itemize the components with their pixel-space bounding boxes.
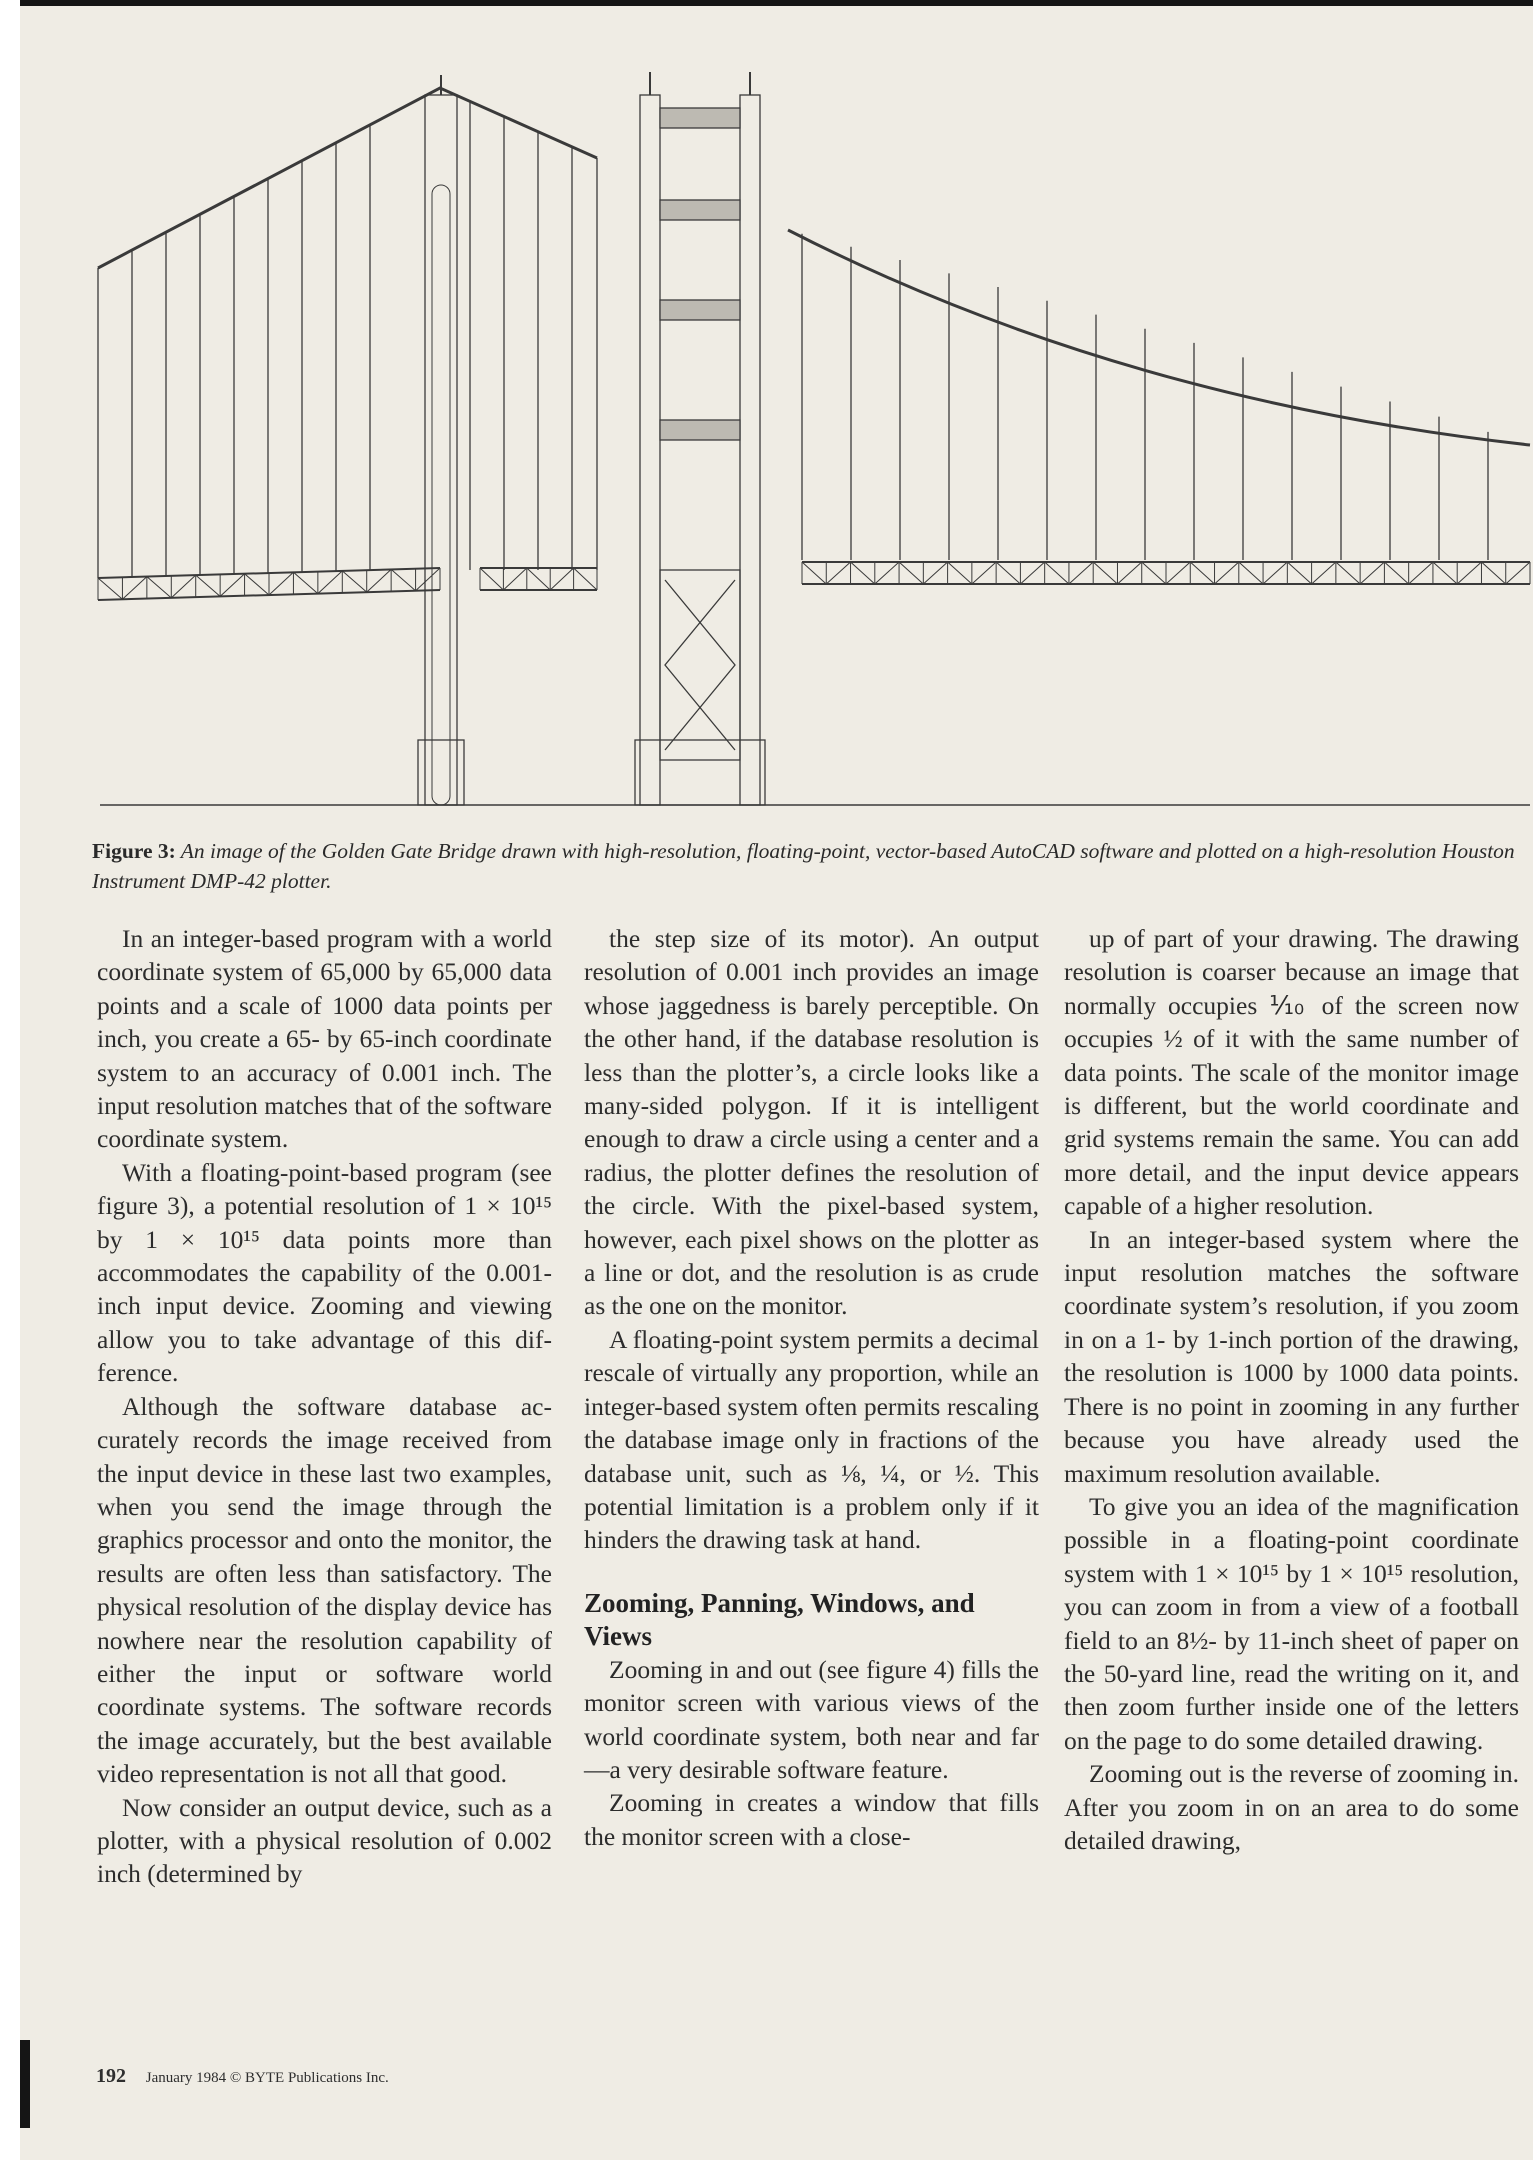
deck-truss-right-diagonal	[1045, 562, 1069, 584]
deck-truss-left-diagonal	[367, 569, 391, 592]
main-cable-right	[788, 230, 1530, 445]
tower-center-leg-right	[740, 95, 760, 805]
deck-truss-right-diagonal	[996, 562, 1020, 584]
tower-center-base	[635, 740, 765, 805]
deck-truss-left-diagonal	[220, 574, 244, 597]
tower-center-x-brace	[665, 580, 735, 750]
deck-truss-left-diagonal	[147, 577, 171, 598]
paragraph: With a floating-point-based program (see figure 3), a potential resolution of 1 × 10¹⁵ by 1 × 10¹⁵ data points more than accommodates the capability of the 0.001-inch input device. Zooming and viewing allow you to take advantage of this difference.	[97, 1157, 552, 1388]
deck-truss-right-diagonal	[1263, 562, 1287, 584]
article-column-2	[584, 922, 1039, 1853]
deck-truss-right-diagonal	[1215, 562, 1239, 584]
deck-truss-left-diagonal	[391, 569, 415, 590]
tower-center-leg-left	[640, 95, 660, 805]
deck-truss-left-diagonal	[269, 572, 293, 595]
page-edge-bar	[20, 2040, 30, 2128]
deck-truss-left-diagonal	[318, 571, 342, 594]
deck-truss-right-diagonal	[826, 562, 850, 584]
deck-truss-left-side-diagonal	[574, 568, 597, 590]
deck-truss-left-diagonal	[98, 578, 122, 599]
figure-label: Figure 3:	[92, 839, 176, 863]
deck-truss-left-side-diagonal	[550, 568, 573, 590]
deck-truss-left-diagonal	[293, 572, 317, 593]
deck-truss-right-diagonal	[972, 562, 996, 584]
deck-truss-right-diagonal	[948, 562, 972, 584]
deck-truss-left-side-diagonal	[527, 568, 550, 590]
deck-truss-right-diagonal	[1117, 562, 1141, 584]
deck-truss-right-diagonal	[1069, 562, 1093, 584]
tower-left-inner	[432, 185, 450, 805]
deck-truss-right-diagonal	[802, 562, 826, 584]
paragraph: up of part of your drawing. The drawing resolution is coarser because an image that normally occupies ⅒ of the screen now occupies ½ of it with the same number of data points. The scale of the monitor image is different, but the world coordinate and grid systems remain the same. You can add more detail, and the input device appears capable of a higher resolution.	[1064, 924, 1519, 1221]
deck-truss-left-diagonal	[171, 575, 195, 598]
deck-truss-right-diagonal	[1481, 562, 1505, 584]
main-cable-left	[98, 88, 597, 268]
page-number: 192	[96, 2065, 126, 2087]
deck-truss-right-diagonal	[1190, 562, 1214, 584]
deck-truss-left-side-diagonal	[480, 568, 503, 590]
deck-truss-right-diagonal	[923, 562, 947, 584]
deck-truss-left-diagonal	[342, 571, 366, 592]
deck-truss-right-diagonal	[1336, 562, 1360, 584]
tower-center-bracing-panel	[660, 570, 740, 760]
deck-truss-right-diagonal	[1384, 562, 1408, 584]
deck-truss-right-diagonal	[1457, 562, 1481, 584]
deck-truss-right-diagonal	[1433, 562, 1457, 584]
paragraph: Zooming in and out (see figure 4) fills the monitor screen with various views of the world coordinate system, both near and far—a very desirable software feature.	[584, 1654, 1039, 1784]
tower-portal-strut	[660, 300, 740, 320]
deck-truss-right-diagonal	[1093, 562, 1117, 584]
paragraph: Zooming out is the reverse of zooming in. After you zoom in on an area to do some detailed drawing,	[1064, 1759, 1519, 1855]
deck-truss-left-side-diagonal	[503, 568, 526, 590]
deck-truss-right-diagonal	[1360, 562, 1384, 584]
tower-center-x-brace	[665, 580, 735, 750]
deck-truss-right-diagonal	[899, 562, 923, 584]
deck-truss-right-diagonal	[851, 562, 875, 584]
article-column-3	[1064, 922, 1519, 1857]
deck-truss-right-diagonal	[1506, 562, 1530, 584]
paragraph: In an integer-based system where the input resolution matches the software coordinate system’s resolution, if you zoom in on a 1- by 1-inch portion of the drawing, the resolution is 1000 by 1000 data points. There is no point in zooming in any further because you have already used the maximum resolution available.	[1064, 1224, 1519, 1488]
deck-truss-right-diagonal	[1312, 562, 1336, 584]
deck-truss-left-diagonal	[196, 575, 220, 596]
deck-truss-left-diagonal	[416, 568, 440, 591]
deck-truss-right-diagonal	[1142, 562, 1166, 584]
paragraph: In an integer-based program with a world coordinate system of 65,000 by 65,000 data points and a scale of 1000 data points per inch, you create a 65- by 65-inch coordinate system to an accuracy of 0.001 inch. The input resolution matches that of the software coordinate system.	[97, 924, 552, 1154]
deck-truss-left-diagonal	[122, 577, 146, 600]
article-column-1	[97, 922, 552, 1891]
tower-left-shaft	[425, 95, 457, 805]
section-heading: Zooming, Panning, Windows, and Views	[584, 1587, 975, 1651]
paragraph: A floating-point system permits a decimal rescale of virtually any proportion, while an integer-based system often permits rescaling the database image only in fractions of the database unit, such as ⅛, ¼, or ½. This potential limitation is a problem only if it hinders the drawing task at hand.	[584, 1324, 1039, 1555]
tower-portal-strut	[660, 200, 740, 220]
paragraph: the step size of its motor). An output resolution of 0.001 inch provides an image whose jaggedness is barely perceptible. On the other hand, if the database resolution is less than the plotter’s, a circle looks like a many-sided polygon. If it is intelligent enough to draw a circle using a center and a radius, the plotter defines the resolution of the circle. With the pixel-based system, however, each pixel shows on the plotter as a line or dot, and the resolution is as crude as the one on the monitor.	[584, 924, 1039, 1321]
deck-truss-right-diagonal	[1287, 562, 1311, 584]
deck-truss-right-diagonal	[1166, 562, 1190, 584]
paragraph: Now consider an output device, such as a plotter, with a physical resolution of 0.002 inch (determined by	[97, 1792, 552, 1889]
deck-truss-right-diagonal	[1409, 562, 1433, 584]
footer-credit: January 1984 © BYTE Publications Inc.	[145, 2070, 389, 2086]
figure-bridge-drawing	[20, 0, 1533, 820]
figure-caption-text: An image of the Golden Gate Bridge drawn with high-resolution, floating-point, vector-based AutoCAD software and plotted on a high-resolution Houston Instrument DMP-42 plotter.	[92, 839, 1515, 893]
tower-portal-strut	[660, 108, 740, 128]
tower-portal-strut	[660, 420, 740, 440]
deck-truss-left-diagonal	[245, 574, 269, 595]
paragraph: Although the software database accurately records the image received from the input device in these last two examples, when you send the image through the graphics processor and onto the monitor, the results are often less than satisfactory. The physical resolution of the display device has nowhere near the resolution capability of either the input or software world coordinate systems. The software records the image accurately, but the best available video representation is not all that good.	[97, 1391, 552, 1789]
paragraph: To give you an idea of the magnification possible in a floating-point coordinate system with 1 × 10¹⁵ by 1 × 10¹⁵ resolution, you can zoom in from a view of a football field to an 8½- by 11-inch sheet of paper on the 50-yard line, read the writing on it, and then zoom further inside one of the letters on the page to do some detailed drawing.	[1064, 1491, 1519, 1755]
deck-truss-right-diagonal	[875, 562, 899, 584]
deck-truss-right-diagonal	[1239, 562, 1263, 584]
paragraph: Zooming in creates a window that fills the monitor screen with a close-	[584, 1788, 1039, 1851]
page-footer	[96, 2065, 389, 2088]
figure-caption	[92, 836, 1532, 896]
bridge-svg	[20, 0, 1533, 820]
deck-truss-right-diagonal	[1020, 562, 1044, 584]
